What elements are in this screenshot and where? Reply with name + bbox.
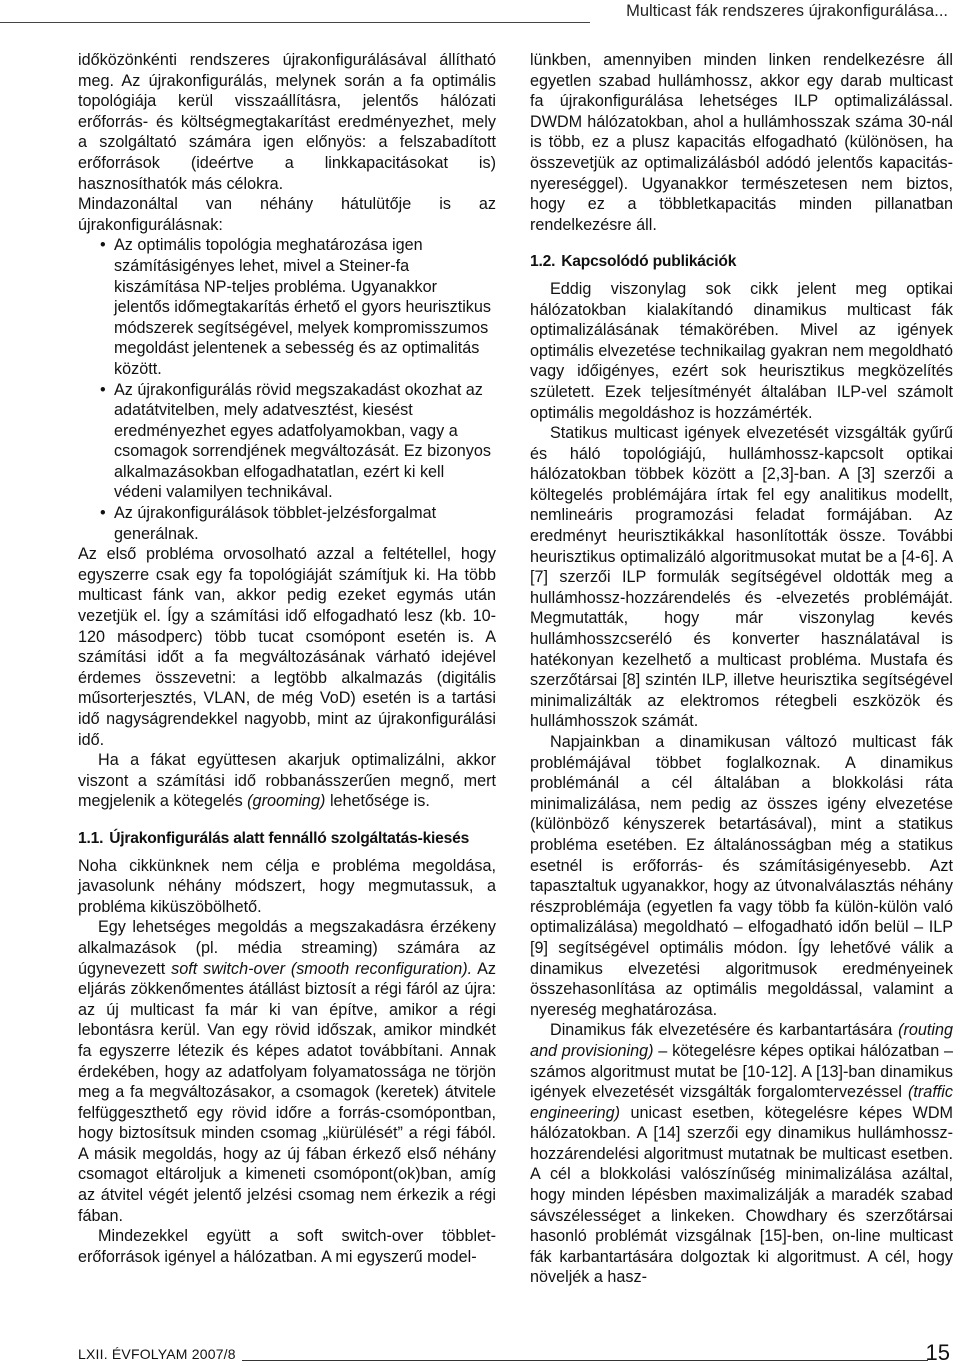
left-column xyxy=(78,50,496,1267)
text-run: Dinamikus fák elvezetésére és karbantartására xyxy=(550,1021,899,1040)
footer-volume: LXII. ÉVFOLYAM 2007/8 xyxy=(78,1346,236,1362)
paragraph xyxy=(78,750,496,812)
italic-term: (traffic engineering) xyxy=(530,1083,953,1122)
paragraph: Mindazonáltal van néhány hátulütője is az újrakonfigurálásnak: xyxy=(78,195,496,234)
running-title: Multicast fák rendszeres újrakonfigurálása... xyxy=(626,2,948,20)
text-run: lehetősége is. xyxy=(325,792,430,811)
section-heading xyxy=(530,252,953,273)
paragraph: Statikus multicast igények elvezetését vizsgálták gyűrű és háló topológiájú, hullámhossz-kapcsolt optikai hálózatokban többek között a [2,3]-ban. A [3] szerzői a költegelés problémájára írtak fel egy analitikus modellt, nemlineáris programozási feladat formájában. Az eredményt heurisztikákkal hasonlították össze. További heurisztikus optimalizáló algoritmusokat mutat be a [4-6]. A [7] szerzői ILP formulák segítségével oldották meg a hullámhossz-hozzárendelés és -elvezetés problémáját. Megmutatták, hogy már viszonylag kevés hullámhosszcseréló és konverter használatával is hatékonyan kezelhető a multicast probléma. Mustafa és szerzőtársai [8] szintén ILP, illetve heurisztika segítségével minimalizálták az elektromos rétegbeli eszközök és hullámhosszok számát. xyxy=(530,424,953,731)
paragraph: lünkben, amennyiben minden linken rendelkezésre áll egyetlen szabad hullámhossz, akkor egy darab multicast fa újrakonfigurálása lehetséges ILP optimalizálással. DWDM hálózatokban, ahol a hullámhosszak száma 30-nál is több, ez a plusz kapacitás elfogadható (különösen, ha összevetjük az optimalizálásból adódó jelentős kapacitás-nyereséggel). Ugyanakkor természetesen nem biztos, hogy ez a többletkapacitás minden pillanatban rendelkezésre áll. xyxy=(530,51,953,234)
text-run: Az eljárás zökkenőmentes átállást biztosít a régi fáról az újra: az új multicast fa már ki van építve, amikor a régi lebontásra kerül. Van egy rövid időszak, amikor mindkét fa egyszerre létezik és képes adatot továbbítani. Annak érdekében, hogy az adatfolyam folyamatossága ne törjön meg a fa megváltozásakor, a csomagok (keretek) átvitele felfüggeszthető egy rövid időre a forrás-csomópontban, hogy biztosítsuk minden csomag „kiürülését” a régi fából. A másik megoldás, hogy az új fában érkező első néhány csomagot eltároljuk a kimeneti csomópont(ok)ban, amíg az átvitel végét jelentő jelzési csomag nem érkezik a régi fában. xyxy=(78,959,496,1225)
paragraph: Eddig viszonylag sok cikk jelent meg optikai hálózatokban kialakítandó dinamikus multicast fák optimalizálásának témakörében. Mivel az igények optimális elvezetése technikailag gyakran nem megoldható vagy időigényes, ezért sok heurisztikus megközelítés született. Ezek teljesítményét általában ILP-vel számolt optimális megoldáshoz is hozzámérték. xyxy=(530,279,953,422)
list-item: • Az újrakonfigurálás rövid megszakadást okozhat az adatátvitelben, mely adatvesztést, kiesést eredményezhet egyes adatfolyamokban, vagy a csomagok sorrendjének megváltozását. Ez bizonyos alkalmazásokban elfogadhatatlan, ezért ki kell védeni valamilyen technikával. xyxy=(78,380,496,504)
text-run: Egy lehetséges megoldás a megszakadásra érzékeny alkalmazások (pl. média streaming) számára az úgynevezett xyxy=(78,918,496,978)
list-item: • Az optimális topológia meghatározása igen számításigényes lehet, mivel a Steiner-fa kiszámítása NP-teljes probléma. Ugyanakkor jelentős időmegtakarítás érhető el gyors heurisztikus módszerek segítségével, melyek kompromisszumos megoldást jelentenek a sebesség és az optimalitás között. xyxy=(78,235,496,379)
footer-rule xyxy=(242,1360,928,1361)
text-run: unicast esetben, kötegelésre képes WDM hálózatokban. A [14] szerzői egy dinamikus hullámhossz-hozzárendelési algoritmust mutatnak be multicast esetben. A cél a blokkolási valószínűség minimalizálása azáltal, hogy minden lépésben maximalizálják a maradék szabad sávszélességet a linkeken. Chowdhary és szerzőtársai hasonló problémát vizsgálnak [15]-ben, on-line multicast fák karbantartására dolgoztak ki algoritmust. A cél, hogy növeljék a hasz- xyxy=(530,1103,953,1287)
paragraph: Noha cikkünknek nem célja e probléma megoldása, javasolunk néhány módszert, hogy megmutassuk, a probléma kiküszöbölhető. xyxy=(78,856,496,916)
italic-term: soft switch-over (smooth reconfiguration). xyxy=(171,959,473,978)
section-number: 1.2. xyxy=(530,253,556,271)
header-rule xyxy=(0,22,590,23)
italic-term: (grooming) xyxy=(247,792,326,811)
bullet-list xyxy=(78,235,496,544)
list-item: • Az újrakonfigurálások többlet-jelzésforgalmat generálnak. xyxy=(78,503,496,544)
section-heading xyxy=(78,829,496,850)
paragraph xyxy=(530,1020,953,1288)
section-title: Újrakonfigurálás alatt fennálló szolgáltatás-kiesés xyxy=(109,829,470,847)
page-number: 15 xyxy=(925,1340,950,1365)
section-number: 1.1. xyxy=(78,829,104,847)
text-run: Ha a fákat együttesen akarjuk optimalizálni, akkor viszont a számítási idő robbanásszerűen megnő, mert megjelenik a kötegelés xyxy=(78,751,496,811)
paragraph: Napjainkban a dinamikusan változó multicast fák problémájával többet foglalkoznak. A dinamikus problémánál a cél általában a blokkolási ráta minimalizálása, nem pedig az összes igény elvezetése (különböző kényszerek betartásával), mint a statikus probléma esetében. Ez általánosságban még a statikus esetnél is erőforrás- és számításigényesebb. Azt tapasztaltuk ugyanakkor, hogy az útvonalválasztás néhány részproblémája (egyetlen fa vagy több fa külön-külön való optimalizálása) megoldható – elfogadható időn belül – ILP [9] segítségével optimális módon. Így lehetővé válik a dinamikus elvezetési algoritmusok eredményeinek összehasonlítása az optimális megoldással, valamint a nyereség meghatározása. xyxy=(530,733,953,1019)
paragraph xyxy=(78,917,496,1226)
section-title: Kapcsolódó publikációk xyxy=(561,253,737,271)
text-run: – kötegelésre képes optikai hálózatban – számos algoritmust mutat be [10-12]. A [13]-ban dinamikus igények elvezetését vizsgálták forgalomtervezéssel xyxy=(530,1041,953,1102)
paragraph: Mindezekkel együtt a soft switch-over többlet-erőforrások igényel a hálózatban. A mi egyszerű model- xyxy=(78,1227,496,1266)
right-column xyxy=(530,50,953,1288)
italic-term: (routing and provisioning) xyxy=(530,1021,953,1060)
paragraph: időközönkénti rendszeres újrakonfigurálásával állítható meg. Az újrakonfigurálás, melynek során a fa optimális topológiája kerül visszaállításra, jelentős hálózati erőforrás- és költségmegtakarítást eredményezhet, mely a szolgáltató számára igen előnyös: a felszabadított erőforrások (ideértve a linkkapacitásokat is) hasznosíthatók más célokra. xyxy=(78,51,496,193)
paragraph: Az első probléma orvosolható azzal a feltétellel, hogy egyszerre csak egy fa topológiáját számítjuk ki. Ha több multicast fánk van, akkor pedig ezeket egymás után vezetjük el. Így a számítási idő elfogadható lesz (kb. 10-120 másodperc) több tucat csomópont esetén is. A számítási időt a fa megváltozásának várható idejével érdemes összevetni: a legtöbb alkalmazás (digitális műsorterjesztés, VLAN, de még VoD) esetén is a tartási idő nagyságrendekkel nagyobb, mint az újrakonfigurálási idő. xyxy=(78,545,496,749)
